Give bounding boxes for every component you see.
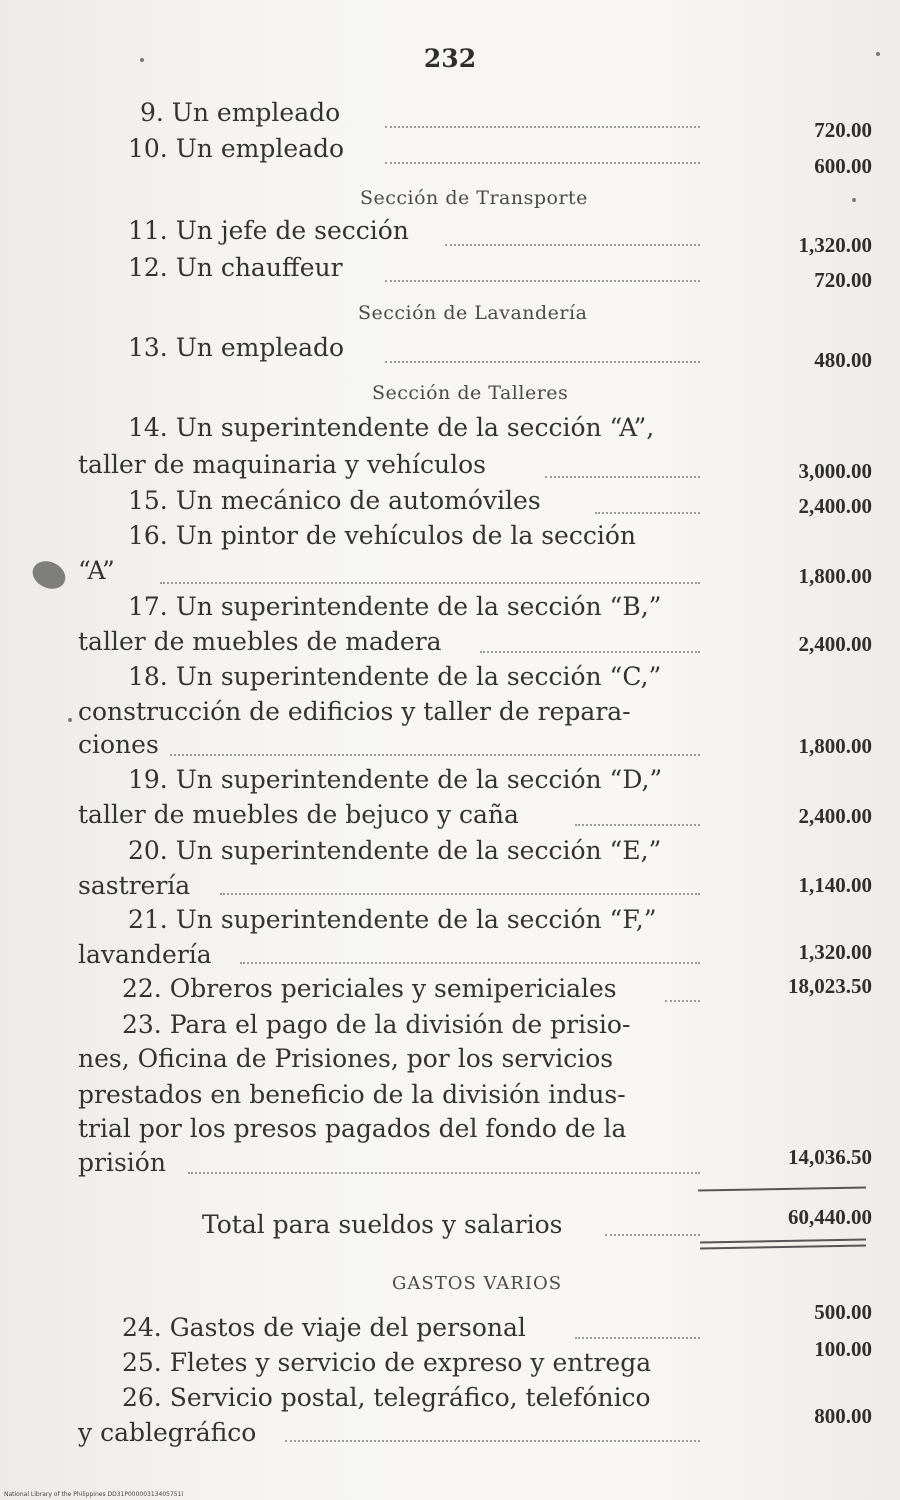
dot-leader — [665, 1000, 700, 1002]
dot-leader — [385, 280, 700, 282]
amount-item-23: 14,036.50 — [788, 1145, 872, 1169]
amount-item-15: 2,400.00 — [798, 494, 872, 518]
line-item-26-line1: 26. Servicio postal, telegráfico, telefónico — [122, 1383, 651, 1412]
dot-leader — [545, 476, 700, 478]
line-item-16-line2: “A” — [78, 556, 115, 585]
line-item-17-line1: 17. Un superintendente de la sección “B,” — [128, 592, 662, 621]
line-item-21-line2: lavandería — [78, 940, 212, 969]
line-item-14-line1: 14. Un superintendente de la sección “A”, — [128, 413, 655, 442]
amount-item-19: 2,400.00 — [798, 804, 872, 828]
amount-item-9: 720.00 — [814, 118, 872, 142]
line-item-23-line4: trial por los presos pagados del fondo de la — [78, 1114, 627, 1143]
amount-item-25: 100.00 — [814, 1337, 872, 1361]
line-item-18-line2: construcción de edificios y taller de repara- — [78, 697, 631, 726]
line-item-10: 10. Un empleado — [128, 134, 345, 163]
dot-leader — [285, 1440, 700, 1442]
amount-item-20: 1,140.00 — [798, 873, 872, 897]
page-number: 232 — [423, 44, 477, 73]
dot-leader — [160, 582, 700, 584]
amount-item-26: 800.00 — [814, 1404, 872, 1428]
dot-leader — [188, 1172, 700, 1174]
line-item-22: 22. Obreros periciales y semipericiales — [122, 974, 617, 1003]
line-item-23-line3: prestados en beneficio de la división indus- — [78, 1080, 626, 1109]
dot-leader — [385, 361, 700, 363]
total-amount: 60,440.00 — [788, 1205, 872, 1229]
amount-item-18: 1,800.00 — [798, 734, 872, 758]
line-item-23-line1: 23. Para el pago de la división de prisio- — [122, 1010, 631, 1039]
scan-speck — [852, 198, 856, 202]
amount-item-21: 1,320.00 — [798, 940, 872, 964]
total-label: Total para sueldos y salarios — [202, 1210, 563, 1239]
section-heading-lavanderia: Sección de Lavandería — [358, 302, 588, 324]
dot-leader — [575, 824, 700, 826]
line-item-26-line2: y cablegráfico — [78, 1418, 257, 1447]
total-double-rule-top — [700, 1239, 866, 1244]
line-item-13: 13. Un empleado — [128, 333, 345, 362]
total-double-rule-bottom — [700, 1245, 866, 1250]
line-item-21-line1: 21. Un superintendente de la sección “F,” — [128, 905, 657, 934]
subtotal-rule — [698, 1187, 866, 1192]
line-item-19-line2: taller de muebles de bejuco y caña — [78, 800, 519, 829]
line-item-20-line2: sastrería — [78, 871, 191, 900]
amount-item-10: 600.00 — [814, 154, 872, 178]
dot-leader — [170, 754, 700, 756]
section-heading-talleres: Sección de Talleres — [372, 382, 569, 404]
line-item-15: 15. Un mecánico de automóviles — [128, 486, 541, 515]
amount-item-12: 720.00 — [814, 268, 872, 292]
line-item-14-line2: taller de maquinaria y vehículos — [78, 450, 486, 479]
dot-leader — [385, 162, 700, 164]
line-item-17-line2: taller de muebles de madera — [78, 627, 442, 656]
scan-footer-credit: National Library of the Philippines DD31P00000313405751l — [4, 1491, 184, 1498]
dot-leader — [385, 126, 700, 128]
line-item-25: 25. Fletes y servicio de expreso y entrega — [122, 1348, 652, 1377]
dot-leader — [575, 1337, 700, 1339]
amount-item-13: 480.00 — [814, 348, 872, 372]
amount-item-11: 1,320.00 — [798, 233, 872, 257]
scan-speck — [876, 52, 880, 56]
ink-smudge — [28, 556, 70, 594]
line-item-23-line2: nes, Oficina de Prisiones, por los servicios — [78, 1044, 614, 1073]
amount-item-16: 1,800.00 — [798, 564, 872, 588]
line-item-12: 12. Un chauffeur — [128, 253, 343, 282]
dot-leader — [220, 893, 700, 895]
line-item-16-line1: 16. Un pintor de vehículos de la sección — [128, 521, 636, 550]
dot-leader — [480, 651, 700, 653]
scan-speck — [68, 718, 72, 722]
line-item-20-line1: 20. Un superintendente de la sección “E,” — [128, 836, 662, 865]
line-item-9: 9. Un empleado — [140, 98, 341, 127]
dot-leader — [605, 1234, 700, 1236]
line-item-23-line5: prisión — [78, 1148, 166, 1177]
section-heading-transporte: Sección de Transporte — [360, 187, 588, 209]
amount-item-22: 18,023.50 — [788, 974, 872, 998]
line-item-18-line1: 18. Un superintendente de la sección “C,” — [128, 662, 662, 691]
amount-item-14: 3,000.00 — [798, 459, 872, 483]
amount-item-17: 2,400.00 — [798, 632, 872, 656]
scan-speck — [140, 58, 144, 62]
amount-item-24: 500.00 — [814, 1300, 872, 1324]
dot-leader — [445, 244, 700, 246]
line-item-24: 24. Gastos de viaje del personal — [122, 1313, 526, 1342]
line-item-11: 11. Un jefe de sección — [128, 216, 409, 245]
dot-leader — [595, 512, 700, 514]
line-item-19-line1: 19. Un superintendente de la sección “D,” — [128, 765, 663, 794]
gastos-varios-heading: GASTOS VARIOS — [392, 1273, 563, 1294]
dot-leader — [240, 962, 700, 964]
line-item-18-line3: ciones — [78, 730, 159, 759]
